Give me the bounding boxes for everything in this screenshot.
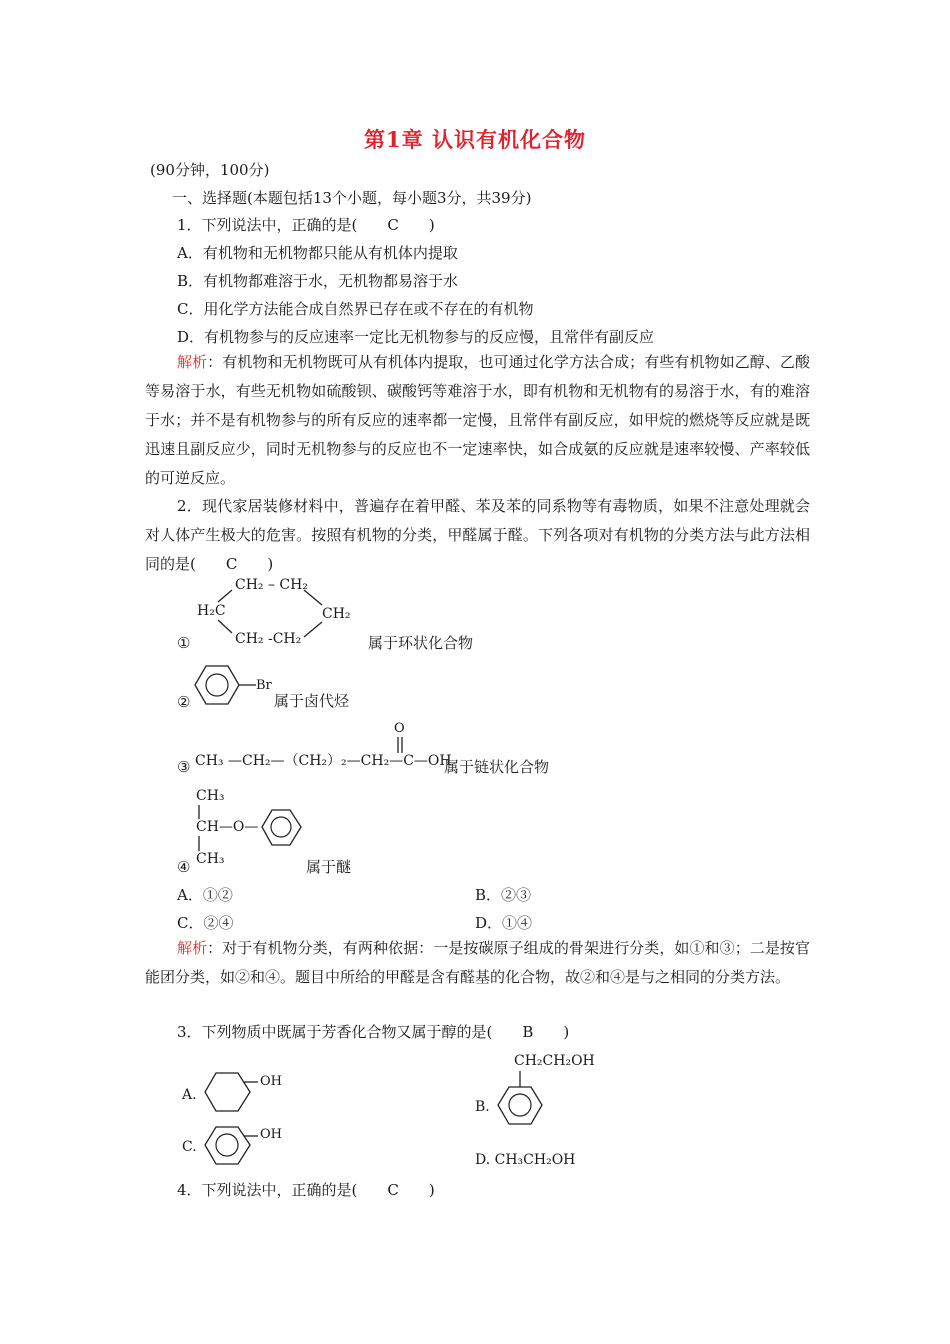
q2-item2-desc: 属于卤代烃 (274, 692, 350, 710)
section-heading: 一、选择题(本题包括13个小题，每小题3分，共39分) (172, 189, 532, 207)
q4-stem: 4．下列说法中，正确的是( C ) (177, 1181, 435, 1199)
q1-explanation-text: ：有机物和无机物既可从有机体内提取，也可通过化学方法合成；有些有机物如乙醇、乙酸等易溶于水，有些无机物如硫酸钡、碳酸钙等难溶于水，即有机物和无机物有的易溶于水，有的难溶于水；并不是有机物参与的所有反应的速率都一定慢，且常伴有副反应，如甲烷的燃烧等反应就是既迅速且副反应少，同时无机物参与的反应也不一定速率快，如合成氨的反应就是速率较慢、产率较低的可逆反应。 (145, 353, 810, 487)
q2-explanation-label: 解析 (177, 939, 208, 957)
q1-option-b: B．有机物都难溶于水，无机物都易溶于水 (177, 272, 459, 290)
q3-stem: 3．下列物质中既属于芳香化合物又属于醇的是( B ) (177, 1023, 570, 1041)
q3-option-c-oh: OH (260, 1127, 282, 1142)
q3-option-a-label: A. (182, 1087, 197, 1103)
q2-mol3-oxygen: O (394, 721, 405, 736)
q1-option-d: D．有机物参与的反应速率一定比无机物参与的反应慢，且常伴有副反应 (177, 328, 655, 346)
q2-mol4-top: CH₃ (196, 788, 225, 804)
q2-mol2-br: Br (256, 678, 272, 693)
q2-item1-num: ① (177, 634, 191, 652)
q3-option-b-label: B. (475, 1099, 490, 1115)
q1-stem: 1．下列说法中，正确的是( C ) (177, 216, 435, 234)
q2-option-b: B．②③ (475, 886, 532, 904)
q2-item4-desc: 属于醚 (306, 858, 352, 876)
q1-option-a: A．有机物和无机物都只能从有机体内提取 (177, 244, 458, 262)
q2-stem: 2．现代家居装修材料中，普遍存在着甲醛、苯及苯的同系物等有毒物质，如果不注意处理就会对人体产生极大的危害。按照有机物的分类，甲醛属于醛。下列各项对有机物的分类方法与此方法相同的是( C ) (145, 497, 810, 573)
q3-option-a-oh: OH (260, 1074, 282, 1089)
q2-item2-num: ② (177, 693, 191, 711)
q2-item3-num: ③ (177, 758, 191, 776)
q2-option-d: D．①④ (475, 914, 533, 932)
q3-option-c-label: C. (182, 1139, 197, 1155)
q2-mol4-mid: CH—O— (196, 819, 259, 835)
q2-mol4-bot: CH₃ (196, 851, 225, 867)
q2-option-c: C．②④ (177, 914, 234, 932)
q2-mol1-bottom: CH₂ -CH₂ (235, 631, 302, 647)
q2-item1-desc: 属于环状化合物 (368, 634, 474, 652)
q3-option-b-chain: CH₂CH₂OH (514, 1053, 595, 1069)
q2-mol1-left: H₂C (197, 603, 226, 619)
q2-mol3-chain: CH₃ —CH₂—（CH₂）₂—CH₂—C—OH (195, 753, 452, 769)
q3-option-d: D. CH₃CH₂OH (475, 1152, 576, 1168)
q2-option-a: A．①② (177, 886, 233, 904)
q2-mol1-top: CH₂ – CH₂ (235, 577, 308, 593)
q1-option-c: C．用化学方法能合成自然界已存在或不存在的有机物 (177, 300, 534, 318)
exam-meta: (90分钟，100分) (150, 161, 270, 179)
q1-explanation-label: 解析 (177, 353, 208, 371)
q2-mol1-right: CH₂ (322, 606, 351, 622)
q2-item3-desc: 属于链状化合物 (444, 758, 550, 776)
q2-item4-num: ④ (177, 858, 191, 876)
q2-explanation-text: ：对于有机物分类，有两种依据：一是按碳原子组成的骨架进行分类，如①和③；二是按官能团分类，如②和④。题目中所给的甲醛是含有醛基的化合物，故②和④是与之相同的分类方法。 (145, 939, 810, 986)
page-title: 第1章 认识有机化合物 (364, 127, 586, 152)
